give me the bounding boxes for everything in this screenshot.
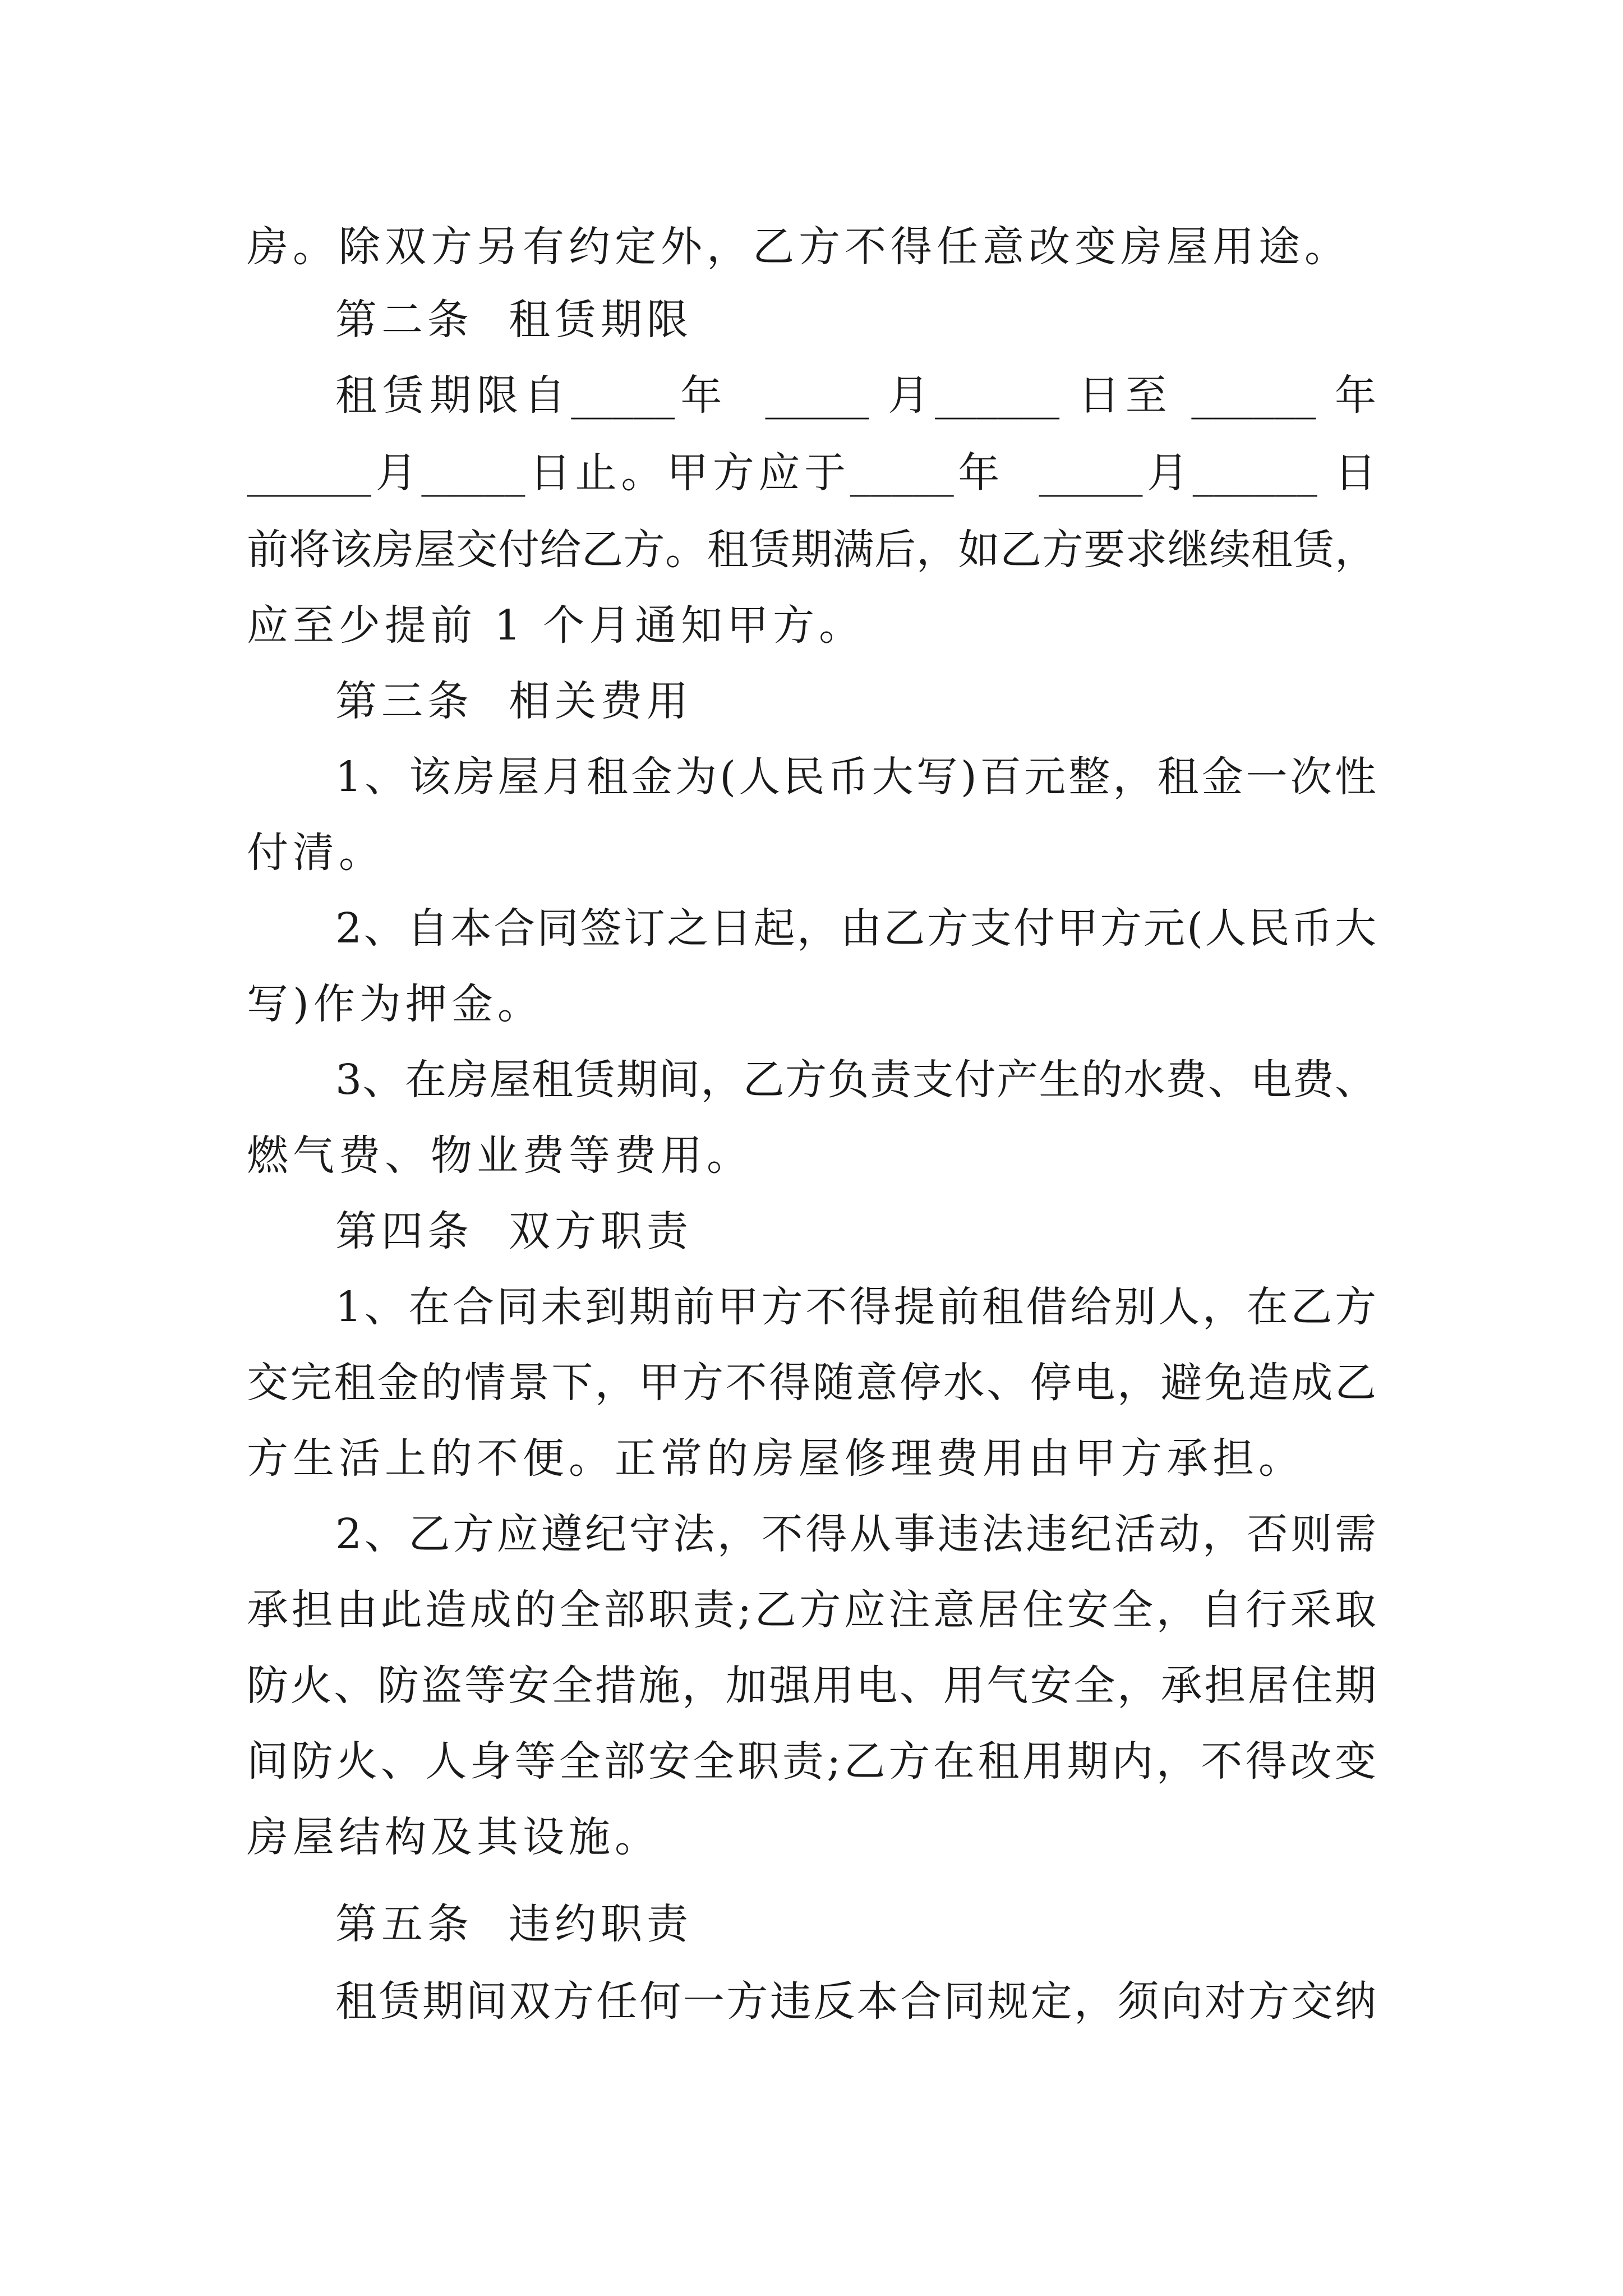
section-heading: 第五条 违约职责 <box>335 1900 693 1948</box>
paragraph-line: 前将该房屋交付给乙方。租赁期满后，如乙方要求继续租赁， <box>247 526 1376 574</box>
paragraph-line: 付清。 <box>247 829 385 877</box>
paragraph-line: 燃气费、物业费等费用。 <box>247 1131 753 1180</box>
paragraph-line: 租赁期间双方任何一方违反本合同规定，须向对方交纳 <box>335 1977 1376 2026</box>
paragraph-line: 承担由此造成的全部职责;乙方应注意居住安全，自行采取 <box>247 1586 1376 1634</box>
paragraph-line: 交完租金的情景下，甲方不得随意停水、停电，避免造成乙 <box>247 1359 1376 1407</box>
paragraph-line: 3、在房屋租赁期间，乙方负责支付产生的水费、电费、 <box>335 1056 1376 1104</box>
paragraph-line: 2、乙方应遵纪守法，不得从事违法违纪活动，否则需 <box>335 1510 1376 1558</box>
paragraph-line: 租赁期限自_____年 _____ 月______ 日至 ______ 年 <box>335 371 1376 420</box>
paragraph-line: 房屋结构及其设施。 <box>247 1813 661 1861</box>
paragraph-line: 写)作为押金。 <box>247 980 543 1028</box>
paragraph-line: ______月_____日止。甲方应于_____年 _____月______ 日 <box>247 449 1376 497</box>
paragraph-line: 房。除双方另有约定外，乙方不得任意改变房屋用途。 <box>247 223 1350 271</box>
section-heading: 第三条 相关费用 <box>335 677 693 725</box>
paragraph-line: 1、在合同未到期前甲方不得提前租借给别人，在乙方 <box>335 1283 1376 1331</box>
paragraph-line: 1、该房屋月租金为(人民币大写)百元整，租金一次性 <box>335 753 1376 801</box>
paragraph-line: 方生活上的不便。正常的房屋修理费用由甲方承担。 <box>247 1434 1304 1483</box>
paragraph-line: 应至少提前 1 个月通知甲方。 <box>247 601 865 650</box>
section-heading: 第四条 双方职责 <box>335 1207 693 1255</box>
paragraph-line: 2、自本合同签订之日起，由乙方支付甲方元(人民币大 <box>335 904 1376 953</box>
paragraph-line: 防火、防盗等安全措施，加强用电、用气安全，承担居住期 <box>247 1662 1376 1710</box>
paragraph-line: 间防火、人身等全部安全职责;乙方在租用期内，不得改变 <box>247 1737 1376 1786</box>
section-heading: 第二条 租赁期限 <box>335 296 693 344</box>
